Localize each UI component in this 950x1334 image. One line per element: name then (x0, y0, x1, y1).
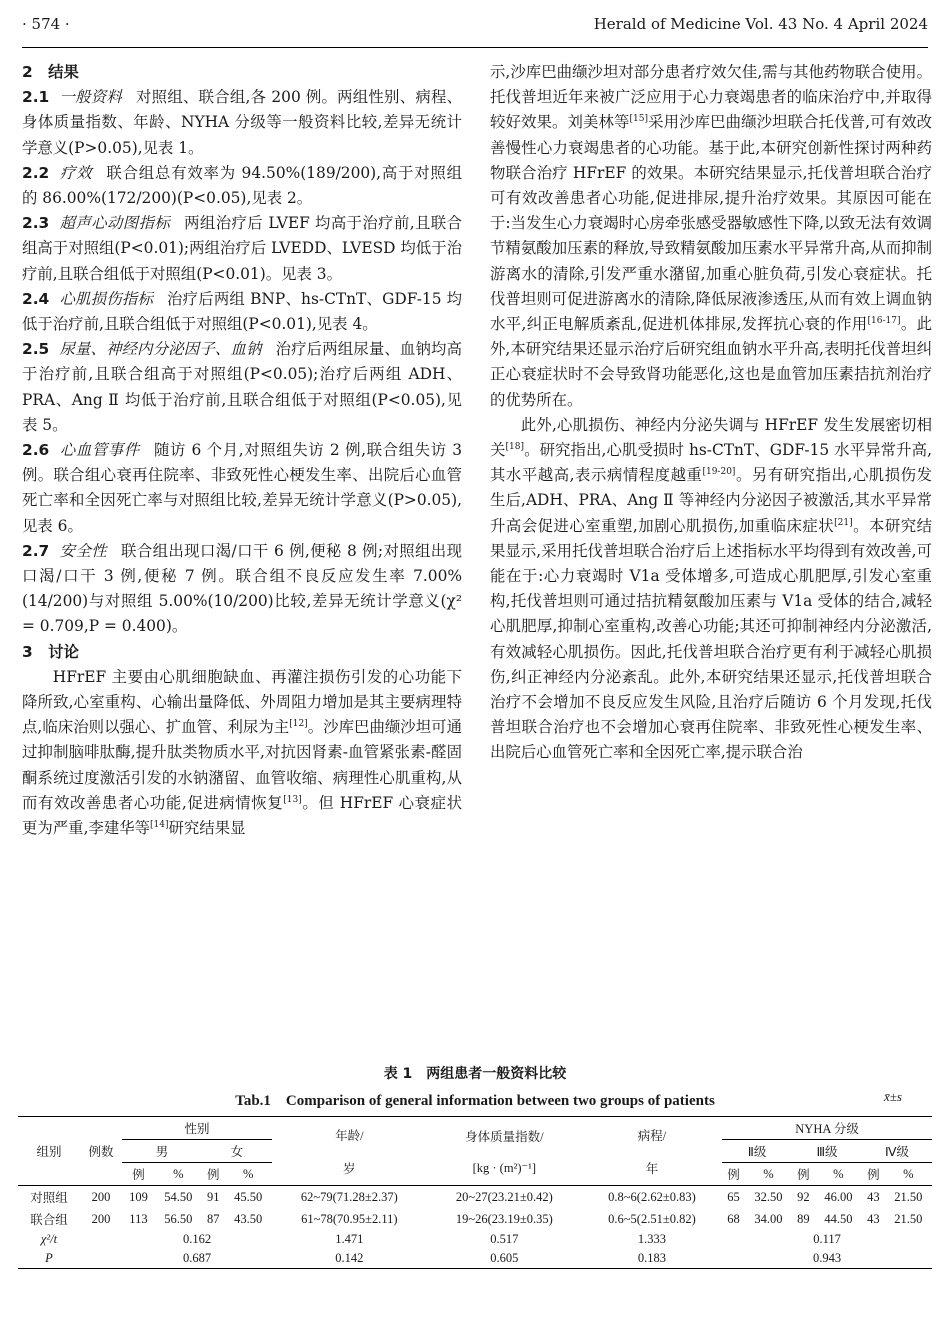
col-nyha: NYHA 分级 (722, 1117, 932, 1140)
col-bmi: 身体质量指数/ [kg · (m²)⁻¹] (465, 1129, 544, 1175)
subsection-title: 尿量、神经内分泌因子、血钠 (59, 340, 262, 359)
table-title-en: Tab.1 Comparison of general information between two groups of patients x̄±s (235, 1089, 902, 1109)
col-nyha-3: Ⅲ级 (792, 1140, 862, 1163)
col-age: 年龄/ 岁 (335, 1128, 364, 1176)
section-2-5 (22, 337, 462, 438)
citation: [19-20] (702, 467, 736, 478)
paragraph-text: 对照组、联合组,各 200 例。两组性别、病程、身体质量指数、年龄、NYHA 分级等一般资料比较,差异无统计学意义(P>0.05),见表 1。 (22, 88, 462, 157)
table-header-row (18, 1117, 932, 1140)
discussion-paragraph-3: 此外,心肌损伤、神经内分泌失调与 HFrEF 发生发展密切相关[18]。研究指出,心肌受损时 hs-CTnT、GDF-15 水平异常升高,其水平越高,表示病情程度越重[19-20]。另有研究指出,心肌损伤发生后,ADH、PRA、Ang Ⅱ 等神经内分泌因子被激活,其水平异常升高会促进心室重塑,加剧心肌损伤,加重临床症状[21]。本研究结果显示,采用托伐普坦联合治疗后上述指标水平均得到有效改善,可能在于:心力衰竭时 V1a 受体增多,可造成心肌肥厚,引发心室重构,托伐普坦则可通过拮抗精氨酸加压素与 V1a 受体的结合,减轻心肌肥厚,抑制心室重构,改善心功能;其还可抑制神经内分泌激活,有效减轻心肌损伤。因此,托伐普坦联合治疗更有利于减轻心肌损伤,纠正神经内分泌紊乱。此外,本研究结果还显示,托伐普坦联合治疗不会增加不良反应发生风险,且治疗后随访 6 个月发现,托伐普坦联合治疗也不会增加心衰再住院率、非致死性心梗发生率、出院后心血管死亡率和全因死亡率,提示联合治 (490, 415, 932, 762)
subsection-number: 2.1 (22, 88, 50, 107)
section-2-4 (22, 287, 462, 337)
right-column (490, 60, 932, 766)
section-2-7 (22, 539, 462, 640)
header-rule (22, 47, 928, 48)
paragraph-text: 联合组总有效率为 94.50%(189/200),高于对照组的 86.00%(172/200)(P<0.05),见表 2。 (22, 163, 462, 208)
col-male: 男 (122, 1140, 202, 1163)
col-cases: 例数 (88, 1145, 114, 1159)
journal-citation: Herald of Medicine Vol. 43 No. 4 April 2024 (593, 15, 928, 33)
paragraph-text: 随访 6 个月,对照组失访 2 例,联合组失访 3 例。联合组心衰再住院率、非致死性心梗发生率、出院后心血管死亡率和全因死亡率与对照组比较,差异无统计学意义(P>0.05),见表 6。 (22, 441, 462, 535)
col-nyha-2: Ⅱ级 (722, 1140, 792, 1163)
discussion-paragraph-2: 示,沙库巴曲缬沙坦对部分患者疗效欠佳,需与其他药物联合使用。托伐普坦近年来被广泛应用于心力衰竭患者的临床治疗中,并取得较好效果。刘美林等[15]采用沙库巴曲缬沙坦联合托伐普,可有效改善慢性心力衰竭患者的心功能。基于此,本研究创新性探讨两种药物联合治疗 HFrEF 的效果。本研究结果显示,托伐普坦联合治疗可有效改善患者心功能,促进排尿,提升治疗效果。其原因可能在于:当发生心力衰竭时心房牵张感受器敏感性下降,以致无法有效调节精氨酸加压素的释放,导致精氨酸加压素水平异常升高,从而抑制游离水的清除,引发严重水潴留,加重心脏负荷,引发心衰症状。托伐普坦则可促进游离水的清除,降低尿液渗透压,从而有效上调血钠水平,纠正电解质紊乱,促进机体排尿,发挥抗心衰的作用[16-17]。此外,本研究结果还显示治疗后研究组血钠水平升高,表明托伐普坦纠正心衰症状时不会导致肾功能恶化,这也是血管加压素拮抗剂治疗的优势所在。 (490, 63, 932, 409)
left-column (22, 60, 462, 841)
table-row: 对照组 200 109 54.50 91 45.50 62~79(71.28±2.37) 20~27(23.21±0.42) 0.8~6(2.62±0.83) 65 32.50 92 46.00 43 21.50 (30, 1189, 923, 1205)
paragraph-text: 两组治疗后 LVEF 均高于治疗前,且联合组高于对照组(P<0.01);两组治疗后 LVEDD、LVESD 均低于治疗前,且联合组低于对照组(P<0.01)。见表 3。 (22, 214, 462, 283)
paragraph-text: 联合组出现口渴/口干 6 例,便秘 8 例;对照组出现口渴/口干 3 例,便秘 7 例。联合组不良反应发生率 7.00%(14/200)与对照组 5.00%(10/200)比较,差异无统计学意义(χ² = 0.709,P = 0.400)。 (22, 541, 462, 636)
citation: [18] (505, 441, 524, 452)
citation: [15] (629, 114, 648, 125)
citation: [21] (834, 517, 853, 528)
subsection-title: 超声心动图指标 (59, 214, 171, 233)
page-header (22, 12, 928, 36)
table-unit: x̄±s (884, 1089, 902, 1104)
subsection-number: 2.4 (22, 289, 50, 308)
citation: [12] (289, 719, 308, 730)
subsection-title: 安全性 (59, 541, 108, 560)
subsection-number: 2.3 (22, 214, 50, 233)
paragraph-text: 治疗后两组 BNP、hs-CTnT、GDF-15 均低于治疗前,且联合组低于对照组(P<0.01),见表 4。 (22, 289, 462, 334)
citation: [13] (283, 794, 302, 805)
table-1 (18, 1063, 932, 1269)
table-row-p: P 0.687 0.142 0.605 0.183 0.943 (18, 1249, 932, 1269)
col-female: 女 (202, 1140, 272, 1163)
subsection-number: 2.5 (22, 340, 50, 359)
subsection-number: 2.7 (22, 541, 50, 560)
subsection-title: 心血管事件 (59, 441, 140, 460)
citation: [14] (150, 819, 169, 830)
section-2-3 (22, 211, 462, 287)
table-row: 联合组 200 113 56.50 87 43.50 61~78(70.95±2.11) 19~26(23.19±0.35) 0.6~5(2.51±0.82) 68 34.00 89 44.50 43 21.50 (30, 1211, 923, 1227)
table-row-stat: χ²/t 0.162 1.471 0.517 1.333 0.117 (40, 1232, 841, 1246)
subsection-title: 疗效 (59, 163, 93, 182)
table-title-cn: 表 1 两组患者一般资料比较 (383, 1066, 567, 1082)
paragraph-text: 治疗后两组尿量、血钠均高于治疗前,且联合组高于对照组(P<0.05);治疗后两组 ADH、PRA、Ang Ⅱ 均低于治疗前,且联合组低于对照组(P<0.05),见表 5。 (22, 340, 462, 434)
subsection-title: 心肌损伤指标 (59, 289, 154, 308)
subsection-number: 2.2 (22, 163, 50, 182)
table-header-row: 例 % 例 % 例 % 例 % 例 % (18, 1163, 932, 1186)
col-sex: 性别 (122, 1117, 272, 1140)
section-2-6 (22, 438, 462, 539)
subsection-title: 一般资料 (59, 88, 123, 107)
general-info-table (18, 1116, 932, 1269)
col-course: 病程/ 年 (637, 1128, 667, 1176)
col-group: 组别 (36, 1145, 62, 1159)
section-2-title: 2 结果 (22, 63, 79, 81)
subsection-number: 2.6 (22, 441, 50, 460)
section-3-title: 3 讨论 (22, 642, 79, 661)
col-nyha-4: Ⅳ级 (862, 1140, 932, 1163)
section-2-2 (22, 161, 462, 211)
section-2-1 (22, 85, 462, 161)
page-number: · 574 · (22, 15, 70, 33)
citation: [16-17] (867, 315, 901, 326)
discussion-paragraph-1: HFrEF 主要由心肌细胞缺血、再灌注损伤引发的心功能下降所致,心室重构、心输出量降低、外周阻力增加是其主要病理特点,临床治则以强心、扩血管、利尿为主[12]。沙库巴曲缬沙坦可通过抑制脑啡肽酶,提升肽类物质水平,对抗因肾素-血管紧张素-醛固酮系统过度激活引发的水钠潴留、血管收缩、病理性心肌重构,从而有效改善患者心功能,促进病情恢复[13]。但 HFrEF 心衰症状更为严重,李建华等[14]研究结果显 (22, 667, 462, 838)
